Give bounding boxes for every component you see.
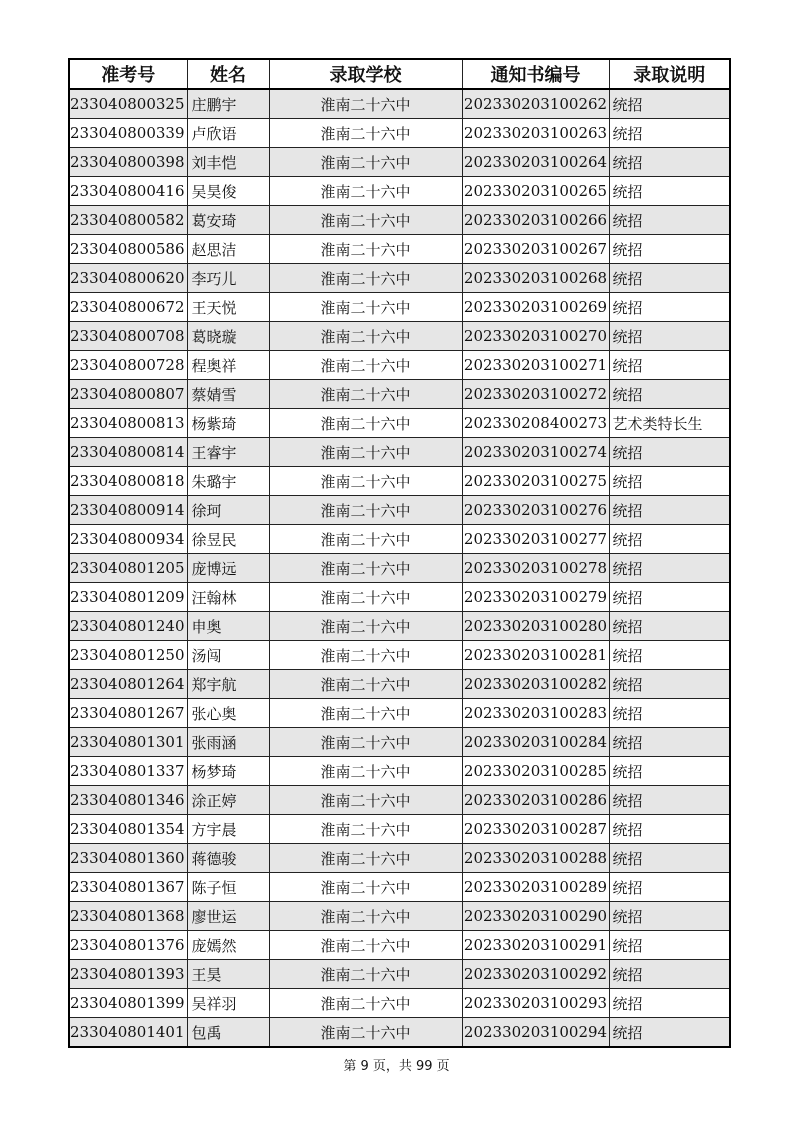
cell-notice-number: 202330203100283 (462, 699, 609, 728)
cell-notice-number: 202330203100281 (462, 641, 609, 670)
cell-admission-note: 统招 (609, 438, 730, 467)
cell-school: 淮南二十六中 (269, 699, 462, 728)
cell-name: 吴祥羽 (187, 989, 269, 1018)
cell-name: 汪翰林 (187, 583, 269, 612)
cell-notice-number: 202330203100265 (462, 177, 609, 206)
cell-notice-number: 202330203100282 (462, 670, 609, 699)
cell-school: 淮南二十六中 (269, 264, 462, 293)
cell-school: 淮南二十六中 (269, 902, 462, 931)
table-row (69, 931, 730, 960)
cell-admission-note: 统招 (609, 148, 730, 177)
cell-name: 李巧儿 (187, 264, 269, 293)
table-row (69, 670, 730, 699)
cell-school: 淮南二十六中 (269, 380, 462, 409)
cell-admission-note: 统招 (609, 960, 730, 989)
table-row (69, 786, 730, 815)
table-row (69, 467, 730, 496)
cell-notice-number: 202330203100267 (462, 235, 609, 264)
cell-school: 淮南二十六中 (269, 438, 462, 467)
table-row (69, 902, 730, 931)
cell-notice-number: 202330203100280 (462, 612, 609, 641)
cell-name: 包禹 (187, 1018, 269, 1048)
table-row (69, 873, 730, 902)
cell-notice-number: 202330203100294 (462, 1018, 609, 1048)
header-admitted-school: 录取学校 (269, 59, 462, 89)
cell-notice-number: 202330203100266 (462, 206, 609, 235)
cell-admission-note: 统招 (609, 322, 730, 351)
cell-school: 淮南二十六中 (269, 467, 462, 496)
page-footer: 第 9 页，共 99 页 (343, 1059, 450, 1074)
cell-notice-number: 202330203100279 (462, 583, 609, 612)
cell-school: 淮南二十六中 (269, 989, 462, 1018)
cell-school: 淮南二十六中 (269, 554, 462, 583)
table-row (69, 438, 730, 467)
cell-school: 淮南二十六中 (269, 1018, 462, 1048)
cell-name: 杨梦琦 (187, 757, 269, 786)
cell-name: 吴昊俊 (187, 177, 269, 206)
cell-admission-note: 统招 (609, 902, 730, 931)
cell-notice-number: 202330203100263 (462, 119, 609, 148)
cell-admission-note: 统招 (609, 525, 730, 554)
table-row (69, 583, 730, 612)
cell-exam-number: 233040800620 (69, 264, 187, 293)
cell-admission-note: 统招 (609, 380, 730, 409)
cell-name: 王昊 (187, 960, 269, 989)
cell-school: 淮南二十六中 (269, 496, 462, 525)
cell-admission-note: 统招 (609, 786, 730, 815)
table-row (69, 264, 730, 293)
cell-school: 淮南二十六中 (269, 206, 462, 235)
cell-notice-number: 202330203100271 (462, 351, 609, 380)
cell-school: 淮南二十六中 (269, 612, 462, 641)
cell-name: 卢欣语 (187, 119, 269, 148)
cell-exam-number: 233040800728 (69, 351, 187, 380)
cell-admission-note: 统招 (609, 264, 730, 293)
cell-notice-number: 202330203100292 (462, 960, 609, 989)
cell-school: 淮南二十六中 (269, 409, 462, 438)
cell-notice-number: 202330203100275 (462, 467, 609, 496)
cell-exam-number: 233040801399 (69, 989, 187, 1018)
cell-name: 王睿宇 (187, 438, 269, 467)
table-row (69, 293, 730, 322)
cell-school: 淮南二十六中 (269, 670, 462, 699)
header-exam-number: 准考号 (69, 59, 187, 89)
cell-notice-number: 202330203100262 (462, 89, 609, 119)
cell-school: 淮南二十六中 (269, 815, 462, 844)
cell-school: 淮南二十六中 (269, 351, 462, 380)
cell-admission-note: 统招 (609, 177, 730, 206)
cell-notice-number: 202330203100288 (462, 844, 609, 873)
cell-exam-number: 233040801267 (69, 699, 187, 728)
table-row (69, 699, 730, 728)
cell-name: 廖世运 (187, 902, 269, 931)
cell-exam-number: 233040800672 (69, 293, 187, 322)
cell-exam-number: 233040801401 (69, 1018, 187, 1048)
cell-exam-number: 233040801250 (69, 641, 187, 670)
cell-exam-number: 233040801346 (69, 786, 187, 815)
cell-admission-note: 统招 (609, 206, 730, 235)
cell-school: 淮南二十六中 (269, 322, 462, 351)
cell-admission-note: 统招 (609, 89, 730, 119)
table-header-row (69, 59, 730, 89)
cell-name: 朱璐宇 (187, 467, 269, 496)
cell-notice-number: 202330203100270 (462, 322, 609, 351)
cell-admission-note: 统招 (609, 293, 730, 322)
cell-exam-number: 233040801301 (69, 728, 187, 757)
cell-exam-number: 233040800582 (69, 206, 187, 235)
table-row (69, 554, 730, 583)
cell-name: 涂正婷 (187, 786, 269, 815)
cell-school: 淮南二十六中 (269, 177, 462, 206)
table-row (69, 525, 730, 554)
table-row (69, 496, 730, 525)
cell-school: 淮南二十六中 (269, 844, 462, 873)
table-row (69, 1018, 730, 1048)
cell-exam-number: 233040801240 (69, 612, 187, 641)
cell-notice-number: 202330203100291 (462, 931, 609, 960)
table-row (69, 641, 730, 670)
table-row (69, 409, 730, 438)
table-row (69, 322, 730, 351)
cell-school: 淮南二十六中 (269, 235, 462, 264)
cell-school: 淮南二十六中 (269, 728, 462, 757)
cell-notice-number: 202330203100277 (462, 525, 609, 554)
cell-school: 淮南二十六中 (269, 960, 462, 989)
cell-name: 徐昱民 (187, 525, 269, 554)
cell-admission-note: 统招 (609, 989, 730, 1018)
cell-notice-number: 202330203100268 (462, 264, 609, 293)
cell-admission-note: 统招 (609, 554, 730, 583)
cell-school: 淮南二十六中 (269, 525, 462, 554)
table-row (69, 815, 730, 844)
cell-exam-number: 233040801368 (69, 902, 187, 931)
table-row (69, 119, 730, 148)
cell-exam-number: 233040800708 (69, 322, 187, 351)
cell-exam-number: 233040801209 (69, 583, 187, 612)
cell-name: 赵思洁 (187, 235, 269, 264)
cell-school: 淮南二十六中 (269, 931, 462, 960)
cell-name: 郑宇航 (187, 670, 269, 699)
table-body (69, 89, 730, 1047)
cell-admission-note: 统招 (609, 844, 730, 873)
cell-admission-note: 统招 (609, 583, 730, 612)
cell-exam-number: 233040800325 (69, 89, 187, 119)
cell-notice-number: 202330203100290 (462, 902, 609, 931)
table-row (69, 380, 730, 409)
header-notice-number: 通知书编号 (462, 59, 609, 89)
cell-notice-number: 202330208400273 (462, 409, 609, 438)
cell-admission-note: 统招 (609, 351, 730, 380)
table-row (69, 757, 730, 786)
cell-exam-number: 233040800398 (69, 148, 187, 177)
cell-exam-number: 233040801393 (69, 960, 187, 989)
table-row (69, 728, 730, 757)
cell-exam-number: 233040801205 (69, 554, 187, 583)
cell-name: 葛晓璇 (187, 322, 269, 351)
cell-name: 陈子恒 (187, 873, 269, 902)
cell-notice-number: 202330203100287 (462, 815, 609, 844)
cell-admission-note: 统招 (609, 641, 730, 670)
cell-name: 程奥祥 (187, 351, 269, 380)
table-row (69, 148, 730, 177)
cell-admission-note: 统招 (609, 467, 730, 496)
cell-admission-note: 统招 (609, 931, 730, 960)
cell-notice-number: 202330203100293 (462, 989, 609, 1018)
cell-exam-number: 233040801354 (69, 815, 187, 844)
cell-name: 杨紫琦 (187, 409, 269, 438)
cell-admission-note: 统招 (609, 496, 730, 525)
table-row (69, 612, 730, 641)
cell-school: 淮南二十六中 (269, 583, 462, 612)
cell-name: 王天悦 (187, 293, 269, 322)
cell-exam-number: 233040800807 (69, 380, 187, 409)
cell-admission-note: 统招 (609, 728, 730, 757)
cell-admission-note: 艺术类特长生 (609, 409, 730, 438)
cell-admission-note: 统招 (609, 757, 730, 786)
cell-exam-number: 233040800813 (69, 409, 187, 438)
table-row (69, 235, 730, 264)
cell-school: 淮南二十六中 (269, 786, 462, 815)
cell-school: 淮南二十六中 (269, 873, 462, 902)
cell-admission-note: 统招 (609, 873, 730, 902)
cell-notice-number: 202330203100264 (462, 148, 609, 177)
cell-name: 张心奥 (187, 699, 269, 728)
cell-name: 蔡婧雪 (187, 380, 269, 409)
cell-admission-note: 统招 (609, 670, 730, 699)
cell-admission-note: 统招 (609, 699, 730, 728)
cell-name: 庞嫣然 (187, 931, 269, 960)
table-row (69, 351, 730, 380)
table-row (69, 960, 730, 989)
cell-notice-number: 202330203100269 (462, 293, 609, 322)
header-name: 姓名 (187, 59, 269, 89)
cell-school: 淮南二十六中 (269, 293, 462, 322)
admission-table (68, 58, 731, 1048)
cell-name: 葛安琦 (187, 206, 269, 235)
cell-exam-number: 233040800339 (69, 119, 187, 148)
cell-notice-number: 202330203100272 (462, 380, 609, 409)
table-row (69, 206, 730, 235)
cell-exam-number: 233040800814 (69, 438, 187, 467)
cell-school: 淮南二十六中 (269, 148, 462, 177)
cell-exam-number: 233040801376 (69, 931, 187, 960)
cell-exam-number: 233040800934 (69, 525, 187, 554)
cell-exam-number: 233040801337 (69, 757, 187, 786)
cell-name: 汤闯 (187, 641, 269, 670)
cell-exam-number: 233040800914 (69, 496, 187, 525)
cell-exam-number: 233040800416 (69, 177, 187, 206)
cell-notice-number: 202330203100278 (462, 554, 609, 583)
header-admission-note: 录取说明 (609, 59, 730, 89)
cell-exam-number: 233040800586 (69, 235, 187, 264)
cell-name: 庞博远 (187, 554, 269, 583)
cell-name: 蒋德骏 (187, 844, 269, 873)
cell-school: 淮南二十六中 (269, 89, 462, 119)
cell-exam-number: 233040801360 (69, 844, 187, 873)
cell-admission-note: 统招 (609, 119, 730, 148)
cell-name: 申奥 (187, 612, 269, 641)
cell-school: 淮南二十六中 (269, 119, 462, 148)
cell-admission-note: 统招 (609, 815, 730, 844)
cell-notice-number: 202330203100285 (462, 757, 609, 786)
cell-name: 庄鹏宇 (187, 89, 269, 119)
cell-school: 淮南二十六中 (269, 641, 462, 670)
cell-notice-number: 202330203100284 (462, 728, 609, 757)
cell-admission-note: 统招 (609, 612, 730, 641)
cell-notice-number: 202330203100274 (462, 438, 609, 467)
table-row (69, 844, 730, 873)
cell-exam-number: 233040800818 (69, 467, 187, 496)
cell-admission-note: 统招 (609, 235, 730, 264)
table-row (69, 89, 730, 119)
cell-exam-number: 233040801264 (69, 670, 187, 699)
cell-admission-note: 统招 (609, 1018, 730, 1048)
cell-name: 刘丰恺 (187, 148, 269, 177)
cell-school: 淮南二十六中 (269, 757, 462, 786)
table-row (69, 989, 730, 1018)
cell-exam-number: 233040801367 (69, 873, 187, 902)
table-row (69, 177, 730, 206)
cell-notice-number: 202330203100289 (462, 873, 609, 902)
cell-name: 徐珂 (187, 496, 269, 525)
cell-notice-number: 202330203100286 (462, 786, 609, 815)
cell-name: 方宇晨 (187, 815, 269, 844)
cell-name: 张雨涵 (187, 728, 269, 757)
cell-notice-number: 202330203100276 (462, 496, 609, 525)
